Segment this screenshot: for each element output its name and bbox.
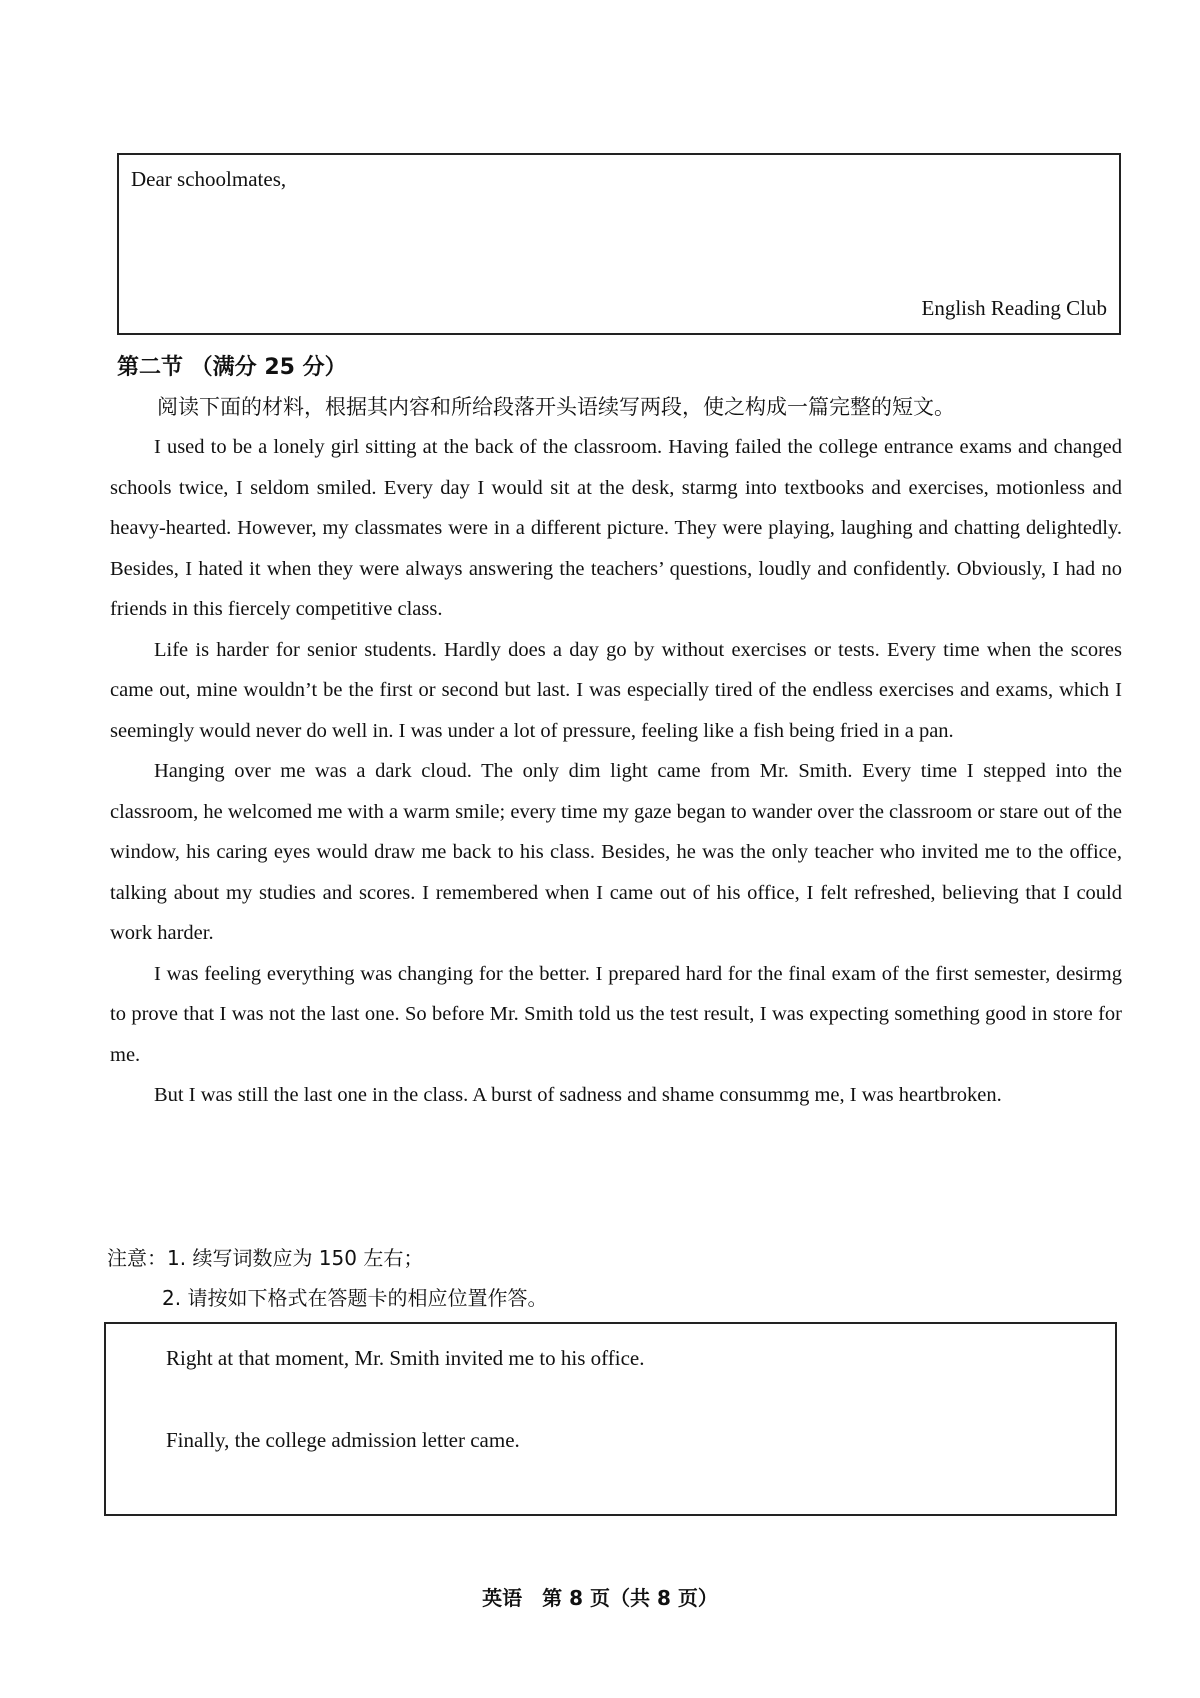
answer-format-box [104, 1322, 1117, 1516]
page-footer: 英语 第 8 页（共 8 页） [482, 1586, 718, 1610]
passage-paragraph: But I was still the last one in the class. A burst of sadness and shame consummg me, I was heartbroken. [154, 1084, 1002, 1106]
letter-salutation: Dear schoolmates, [131, 167, 287, 191]
letter-writing-box [117, 153, 1121, 335]
notes [107, 1238, 547, 1318]
passage-paragraph: I was feeling everything was changing for the better. I prepared hard for the final exam of the first semester, desirmg to prove that I was not the last one. So before Mr. Smith told us the test result, I was expecting something good in store for me. [110, 962, 1122, 1066]
passage-paragraph: Life is harder for senior students. Hardly does a day go by without exercises or tests. Every time when the scores came out, mine wouldn’t be the first or second but last. I was especially tired of the endless exercises and exams, which I seemingly would never do well in. I was under a lot of pressure, feeling like a fish being fried in a pan. [110, 638, 1122, 742]
reading-passage [110, 427, 1122, 1116]
paragraph-opener-2: Finally, the college admission letter came. [166, 1428, 520, 1452]
section-instruction: 阅读下面的材料，根据其内容和所给段落开头语续写两段，使之构成一篇完整的短文。 [157, 395, 955, 419]
section-title: 第二节 （满分 25 分） [117, 355, 347, 380]
paragraph-opener-1: Right at that moment, Mr. Smith invited me to his office. [166, 1346, 645, 1370]
note-line-1: 注意：1. 续写词数应为 150 左右； [107, 1246, 424, 1270]
letter-signature: English Reading Club [921, 296, 1107, 320]
passage-paragraph: I used to be a lonely girl sitting at the back of the classroom. Having failed the college entrance exams and changed schools twice, I seldom smiled. Every day I would sit at the desk, starmg into textbooks and exercises, motionless and heavy-hearted. However, my classmates were in a different picture. They were playing, laughing and chatting delightedly. Besides, I hated it when they were always answering the teachers’ questions, loudly and confidently. Obviously, I had no friends in this fiercely competitive class. [110, 436, 1122, 620]
note-line-2: 2. 请按如下格式在答题卡的相应位置作答。 [162, 1286, 548, 1310]
passage-paragraph: Hanging over me was a dark cloud. The only dim light came from Mr. Smith. Every time I stepped into the classroom, he welcomed me with a warm smile; every time my gaze began to wander over the classroom or stare out of the window, his caring eyes would draw me back to his class. Besides, he was the only teacher who invited me to the office, talking about my studies and scores. I remembered when I came out of his office, I felt refreshed, believing that I could work harder. [110, 760, 1122, 944]
